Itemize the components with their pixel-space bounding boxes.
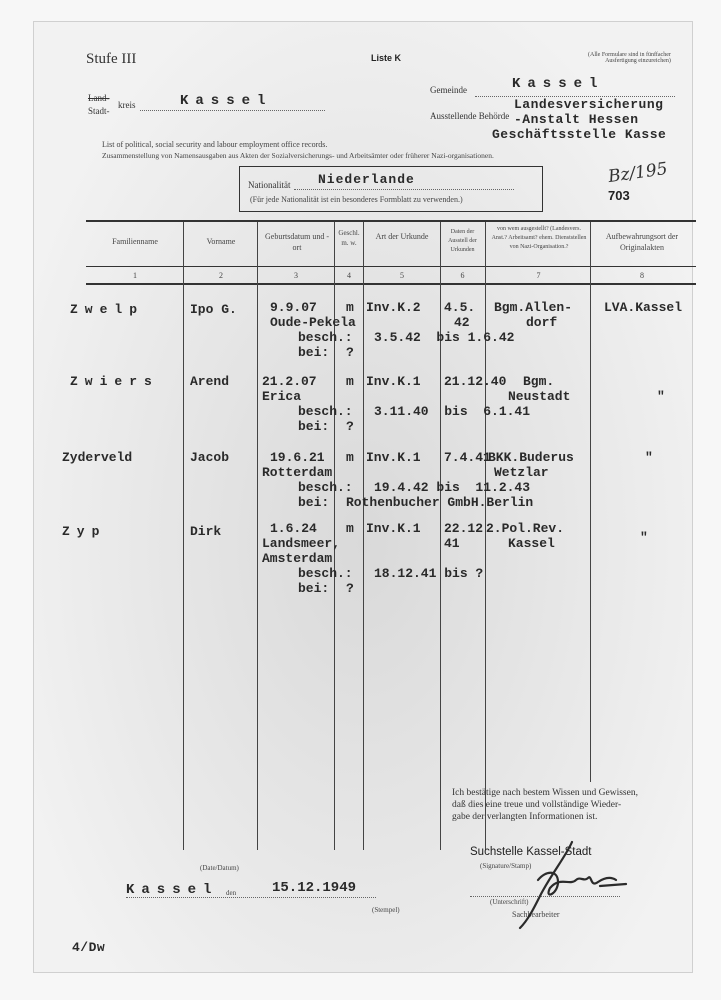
row-4-document: Inv.K.1 [366, 521, 421, 536]
column-divider-1 [183, 222, 184, 850]
column-divider-5 [440, 222, 441, 850]
row-1-employed: 3.5.42 bis 1.6.42 [374, 330, 515, 345]
liste-label: Liste K [371, 53, 402, 63]
nationality-line [294, 189, 514, 190]
row-4-storage: " [640, 530, 648, 545]
row-3-employed-label: besch.: [298, 480, 353, 495]
behoerde-line2: -Anstalt Hessen [514, 112, 639, 127]
row-2-employed: 3.11.40 bis 6.1.41 [374, 404, 531, 419]
row-2-document: Inv.K.1 [366, 374, 421, 389]
row-3-employed: 19.4.42 bis 11.2.43 [374, 480, 531, 495]
table-number-divider [86, 283, 696, 285]
row-3-issuer-cont: Wetzlar [494, 465, 549, 480]
row-2-employed-label: besch.: [298, 404, 353, 419]
kreis-line [140, 110, 325, 111]
row-2-employer: ? [346, 419, 354, 434]
confirmation-text: Ich bestätige nach bestem Wissen und Gewissen, daß dies eine treue und vollständige Wieder- gabe der verlangten Informationen ist. [452, 788, 638, 822]
row-4-date: 22.12 [444, 521, 484, 536]
kreis-value: Kassel [180, 93, 273, 109]
column-header-birth: Geburtsdatum und -ort [265, 232, 329, 252]
stufe-label: Stufe III [86, 51, 137, 67]
row-4-birth-place: Landsmeer, [262, 536, 341, 551]
stamp-number: 703 [608, 188, 630, 203]
row-1-document: Inv.K.2 [366, 300, 421, 315]
handwritten-signature [480, 836, 640, 941]
column-header-sex: Geschl. m. w. [338, 229, 360, 247]
date-label: (Date/Datum) [200, 864, 239, 872]
row-4-date-cont: 41 [444, 536, 460, 551]
stadt-label: Stadt- [88, 106, 110, 116]
column-number: 2 [219, 271, 223, 280]
row-1-birth-date: 9.9.07 [270, 300, 317, 315]
row-3-surname: Zyderveld [62, 450, 133, 465]
row-1-employed-label: besch.: [298, 330, 353, 345]
row-4-birth-date: 1.6.24 [270, 521, 317, 536]
row-1-sex: m [346, 300, 354, 315]
column-divider-2 [257, 222, 258, 850]
row-1-given-name: Ipo G. [190, 302, 237, 317]
column-number: 4 [347, 271, 351, 280]
unterschrift-label: (Unterschrift) [490, 898, 529, 906]
description-german: Zusammenstellung von Namensausgaben aus Akten der Sozialversicherungs- und Arbeitsämter oder früherer Nazi-organisationen. [102, 151, 494, 160]
behoerde-label: Ausstellende Behörde [430, 111, 510, 121]
description-english: List of political, social security and labour employment office records. [102, 140, 328, 149]
nationality-label: Nationalität [248, 180, 291, 190]
behoerde-line3: Geschäftsstelle Kasse [492, 127, 667, 142]
row-2-sex: m [346, 374, 354, 389]
row-3-sex: m [346, 450, 354, 465]
table-header-divider [86, 266, 696, 267]
behoerde-line1: Landesversicherung [514, 97, 664, 112]
row-4-sex: m [346, 521, 354, 536]
date-value: 15.12.1949 [272, 880, 357, 896]
column-divider-6 [485, 222, 486, 850]
row-2-issuer: Bgm. [523, 374, 555, 389]
row-1-employer: ? [346, 345, 354, 360]
row-2-surname: Zwiers [70, 374, 159, 389]
column-number: 3 [294, 271, 298, 280]
row-3-storage: " [645, 450, 653, 465]
row-2-birth-place: Erica [262, 389, 302, 404]
row-1-date-cont: 42 [454, 315, 470, 330]
row-4-employer: ? [346, 581, 354, 596]
row-2-employer-label: bei: [298, 419, 330, 434]
document-code: 4/Dw [72, 940, 106, 955]
row-1-date: 4.5. [444, 300, 476, 315]
column-number: 8 [640, 271, 644, 280]
gemeinde-value: Kassel [512, 76, 605, 92]
row-3-employer: Rothenbucher GmbH.Berlin [346, 495, 534, 510]
column-header-surname: Familienname [112, 237, 158, 246]
column-header-issue-date: Daten der Ausstell der Urkunden [448, 229, 477, 253]
row-4-issuer: 2.Pol.Rev. [486, 521, 565, 536]
row-2-given-name: Arend [190, 374, 230, 389]
column-number: 5 [400, 271, 404, 280]
kreis-label: kreis [118, 100, 136, 110]
column-divider-4 [363, 222, 364, 850]
den-label: den [226, 889, 237, 897]
stamp-label: (Stempel) [372, 906, 400, 914]
row-3-given-name: Jacob [190, 450, 230, 465]
nationality-note: (Für jede Nationalität ist ein besonderes Formblatt zu verwenden.) [250, 195, 463, 204]
row-3-issuer: BKK.Buderus [488, 450, 574, 465]
row-4-employed: 18.12.41 bis ? [374, 566, 484, 581]
row-1-surname: Zwelp [70, 302, 145, 317]
row-1-storage: LVA.Kassel [604, 300, 683, 315]
row-3-birth-date: 19.6.21 [270, 450, 325, 465]
row-4-given-name: Dirk [190, 524, 222, 539]
column-header-document-type: Art der Urkunde [375, 232, 429, 241]
row-4-issuer-cont: Kassel [508, 536, 555, 551]
handwritten-reference: Bz/195 [606, 158, 669, 188]
column-number: 1 [133, 271, 137, 280]
row-1-issuer: Bgm.Allen- [494, 300, 573, 315]
land-label: Land- [88, 93, 110, 103]
column-number: 7 [536, 271, 541, 280]
row-1-birth-place: Oude-Pekela [270, 315, 356, 330]
row-3-document: Inv.K.1 [366, 450, 421, 465]
table-top-border [86, 220, 696, 222]
signature-stamp-label: (Signature/Stamp) [480, 862, 532, 870]
place-value: Kassel [126, 882, 219, 898]
row-4-employed-label: besch.: [298, 566, 353, 581]
row-1-employer-label: bei: [298, 345, 330, 360]
row-1-issuer-cont: dorf [526, 315, 558, 330]
row-4-surname: Zyp [62, 524, 107, 539]
row-4-birth-place-cont: Amsterdam [262, 551, 333, 566]
sachbearbeiter-label: Sachbearbeiter [512, 910, 560, 919]
column-header-storage: Aufbewahrungsort der Originalakten [605, 232, 679, 252]
nationality-value: Niederlande [318, 172, 415, 187]
copies-note: (Alle Formulare sind in fünffacher Ausfertigung einzureichen) [588, 52, 671, 64]
row-4-employer-label: bei: [298, 581, 330, 596]
column-header-given-name: Vorname [206, 237, 236, 246]
column-header-issuer: von wem ausgestellt? (Landesvers. Anst.? Arbeitsamt? ehem. Dienststellen von Nazi-Organisation.? [491, 226, 587, 250]
row-2-storage: " [657, 389, 665, 404]
row-2-issuer-cont: Neustadt [508, 389, 571, 404]
gemeinde-label: Gemeinde [430, 85, 467, 95]
row-2-date: 21.12.40 [444, 374, 507, 389]
date-line [126, 897, 376, 898]
column-number: 6 [460, 271, 465, 280]
office-name: Suchstelle Kassel-Stadt [470, 846, 592, 858]
column-divider-7 [590, 222, 591, 782]
row-3-employer-label: bei: [298, 495, 330, 510]
row-2-birth-date: 21.2.07 [262, 374, 317, 389]
row-3-birth-place: Rotterdam [262, 465, 333, 480]
row-3-date: 7.4.41 [444, 450, 491, 465]
